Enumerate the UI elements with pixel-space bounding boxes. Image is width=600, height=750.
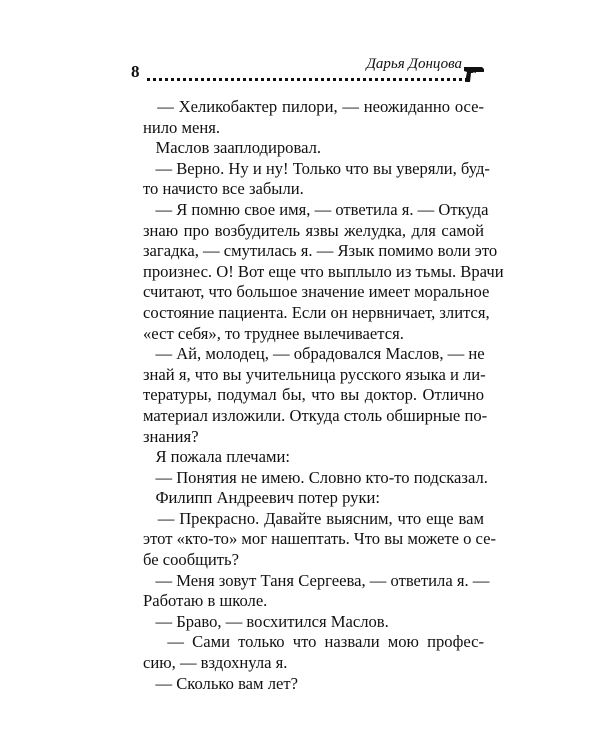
text-line: считают, что большое значение имеет моральное xyxy=(143,282,490,302)
text-line: этот «кто-то» мог нашептать. Что вы можете о се- xyxy=(143,529,496,549)
text-line: — Прекрасно. Давайте выясним, что еще вам xyxy=(143,508,484,528)
text-line: знай я, что вы учительница русского языка и ли- xyxy=(143,364,486,384)
text-line: материал изложили. Откуда столь обширные по- xyxy=(143,405,488,425)
text-line: «ест себя», то труднее вылечивается. xyxy=(143,323,404,343)
text-line: Филипп Андреевич потер руки: xyxy=(143,488,380,508)
text-line: Я пожала плечами: xyxy=(143,447,291,467)
header-dotted-rule xyxy=(147,78,468,81)
text-line: знаю про возбудитель язвы желудка, для самой xyxy=(143,220,484,240)
text-line: загадка, — смутилась я. — Язык помимо воли это xyxy=(143,241,498,261)
text-line: знания? xyxy=(143,426,199,446)
text-line: Работаю в школе. xyxy=(143,591,268,611)
text-line: — Хеликобактер пилори, — неожиданно осе- xyxy=(143,97,484,116)
text-line: — Сколько вам лет? xyxy=(143,673,298,693)
text-line: состояние пациента. Если он нервничает, злится, xyxy=(143,302,490,322)
text-line: — Я помню свое имя, — ответила я. — Откуда xyxy=(143,199,489,219)
text-line: то начисто все забыли. xyxy=(143,179,304,199)
text-line: — Ай, молодец, — обрадовался Маслов, — не xyxy=(143,344,485,364)
text-line: — Браво, — восхитился Маслов. xyxy=(143,611,389,631)
text-line: — Сами только что назвали мою профес- xyxy=(143,632,484,652)
running-header xyxy=(123,56,488,94)
text-line: Маслов зааплодировал. xyxy=(143,138,322,158)
text-line: нило меня. xyxy=(143,117,221,137)
revolver-icon xyxy=(462,64,486,84)
text-line: произнес. О! Вот еще что выплыло из тьмы. Врачи xyxy=(143,261,504,281)
text-line: сию, — вздохнула я. xyxy=(143,653,288,673)
text-line: — Верно. Ну и ну! Только что вы уверяли, буд- xyxy=(143,158,490,178)
text-line: бе сообщить? xyxy=(143,550,239,570)
body-text xyxy=(143,97,504,694)
text-line: — Понятия не имею. Словно кто-то подсказал. xyxy=(143,467,488,487)
text-line: тературы, подумал бы, что вы доктор. Отлично xyxy=(143,385,484,405)
text-line: — Меня зовут Таня Сергеева, — ответила я. — xyxy=(143,570,490,590)
page-number: 8 xyxy=(131,62,140,81)
header-author: Дарья Донцова xyxy=(366,56,462,72)
